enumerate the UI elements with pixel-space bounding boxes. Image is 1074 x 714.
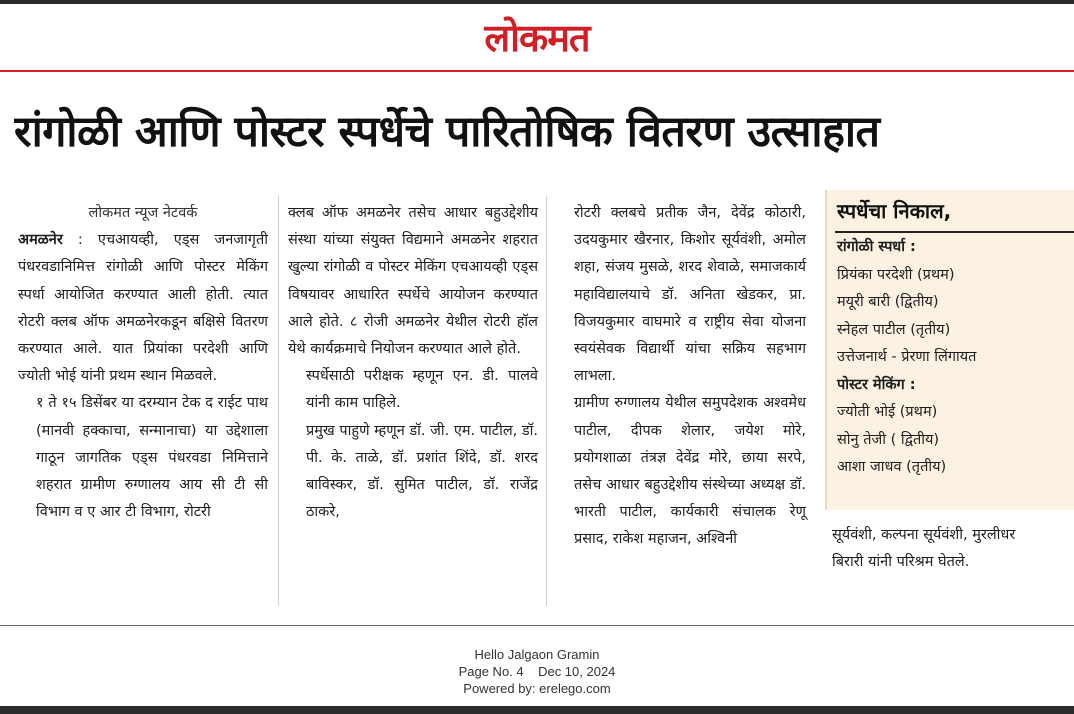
lead-paragraph: : एचआयव्ही, एड्स जनजागृती पंधरवडानिमित्त रांगोळी आणि पोस्टर मेकिंग स्पर्धा आयोजित करण्यात आली होती. त्यात रोटरी क्लब ऑफ अमळनेरकडून बक्षिसे वितरण करण्यात आले. यात प्रियांका परदेशी आणि ज्योती भोई यांनी प्रथम स्थान मिळवले. (18, 232, 268, 385)
article-headline: रांगोळी आणि पोस्टर स्पर्धेचे पारितोषिक वितरण उत्साहात (14, 107, 880, 157)
rangoli-heading: रांगोळी स्पर्धा : (837, 239, 916, 255)
rangoli-winner: स्नेहल पाटील (तृतीय) (837, 321, 951, 338)
byline: लोकमत न्यूज नेटवर्क (88, 205, 198, 221)
tail-line: बिरारी यांनी परिश्रम घेतले. (832, 554, 970, 571)
top-border (0, 0, 1074, 4)
page-footer (0, 646, 1074, 697)
page-number-date: Page No. 4 Dec 10, 2024 (458, 664, 616, 679)
dateline-place: अमळनेर (18, 232, 63, 249)
paragraph-6: रोटरी क्लबचे प्रतीक जैन, देवेंद्र कोठारी, उदयकुमार खैरनार, किशोर सूर्यवंशी, अमोल शहा, संजय मुसळे, शरद शेवाळे, समाजकार्य महाविद्यालयाचे डॉ. अनिता खेडकर, प्रा. विजयकुमार वाघमारे व राष्ट्रीय सेवा योजना स्वयंसेवक विद्यार्थी यांचा सक्रिय सहभाग लाभला. (574, 205, 806, 385)
results-list (837, 234, 1072, 482)
footer-rule (0, 625, 1074, 626)
column-divider (546, 196, 547, 606)
newspaper-logo: लोकमत (484, 16, 590, 60)
rangoli-winner: उत्तेजनार्थ - प्रेरणा लिंगायत (837, 349, 977, 365)
column-divider (278, 196, 279, 606)
masthead-rule (0, 70, 1074, 72)
article-column-3 (556, 200, 806, 554)
powered-by: Powered by: erelego.com (463, 681, 611, 696)
edition-name: Hello Jalgaon Gramin (474, 647, 600, 662)
paragraph-5: प्रमुख पाहुणे म्हणून डॉ. जी. एम. पाटील, डॉ. पी. के. ताळे, डॉ. प्रशांत शिंदे, डॉ. शरद बाविस्कर, डॉ. सुमित पाटील, डॉ. राजेंद्र ठाकरे, (306, 422, 538, 521)
article-column-2 (288, 200, 538, 526)
article-column-4-tail (832, 522, 1074, 576)
rangoli-winner: प्रियंका परदेशी (प्रथम) (837, 266, 955, 283)
paragraph-3: क्लब ऑफ अमळनेर तसेच आधार बहुउद्देशीय संस्था यांच्या संयुक्त विद्यमाने अमळनेर शहरात खुल्या रांगोळी व पोस्टर मेकिंग एचआयव्ही एड्स विषयावर आधारित स्पर्धेचे आयोजन करण्यात आले होते. ८ रोजी अमळनेर येथील रोटरी हॉल येथे कार्यक्रमाचे नियोजन करण्यात आले होते. (288, 205, 538, 358)
poster-heading: पोस्टर मेकिंग : (837, 376, 916, 393)
poster-winner: आशा जाधव (तृतीय) (837, 459, 947, 475)
rangoli-winner: मयूरी बारी (द्वितीय) (837, 294, 939, 310)
results-box (825, 190, 1074, 510)
paragraph-4: स्पर्धेसाठी परीक्षक म्हणून एन. डी. पालवे यांनी काम पाहिले. (306, 368, 538, 412)
paragraph-2: १ ते १५ डिसेंबर या दरम्यान टेक द राईट पाथ (मानवी हक्काचा, सन्मानाचा) या उद्देशाला गाठून जागतिक एड्स पंधरवडा निमित्ताने शहरात ग्रामीण रुग्णालय आय सी टी सी विभाग व ए आर टी विभाग, रोटरी (36, 395, 268, 521)
paragraph-7: ग्रामीण रुग्णालय येथील समुपदेशक अश्वमेध पाटील, दीपक शेलार, जयेश मोरे, प्रयोगशाळा तंत्रज्ञ देवेंद्र मोरे, छाया सरपे, तसेच आधार बहुउद्देशीय संस्थेच्या अध्यक्ष डॉ. भारती पाटील, कार्यकारी संचालक रेणू प्रसाद, राकेश महाजन, अश्विनी (574, 395, 806, 548)
poster-winner: सोनु तेजी ( द्वितीय) (837, 431, 940, 448)
tail-line: सूर्यवंशी, कल्पना सूर्यवंशी, मुरलीधर (832, 527, 1016, 543)
results-title-rule (835, 231, 1074, 233)
bottom-border (0, 706, 1074, 714)
article-column-1 (18, 200, 268, 526)
results-title: स्पर्धेचा निकाल, (837, 199, 952, 223)
poster-winner: ज्योती भोई (प्रथम) (837, 404, 938, 420)
